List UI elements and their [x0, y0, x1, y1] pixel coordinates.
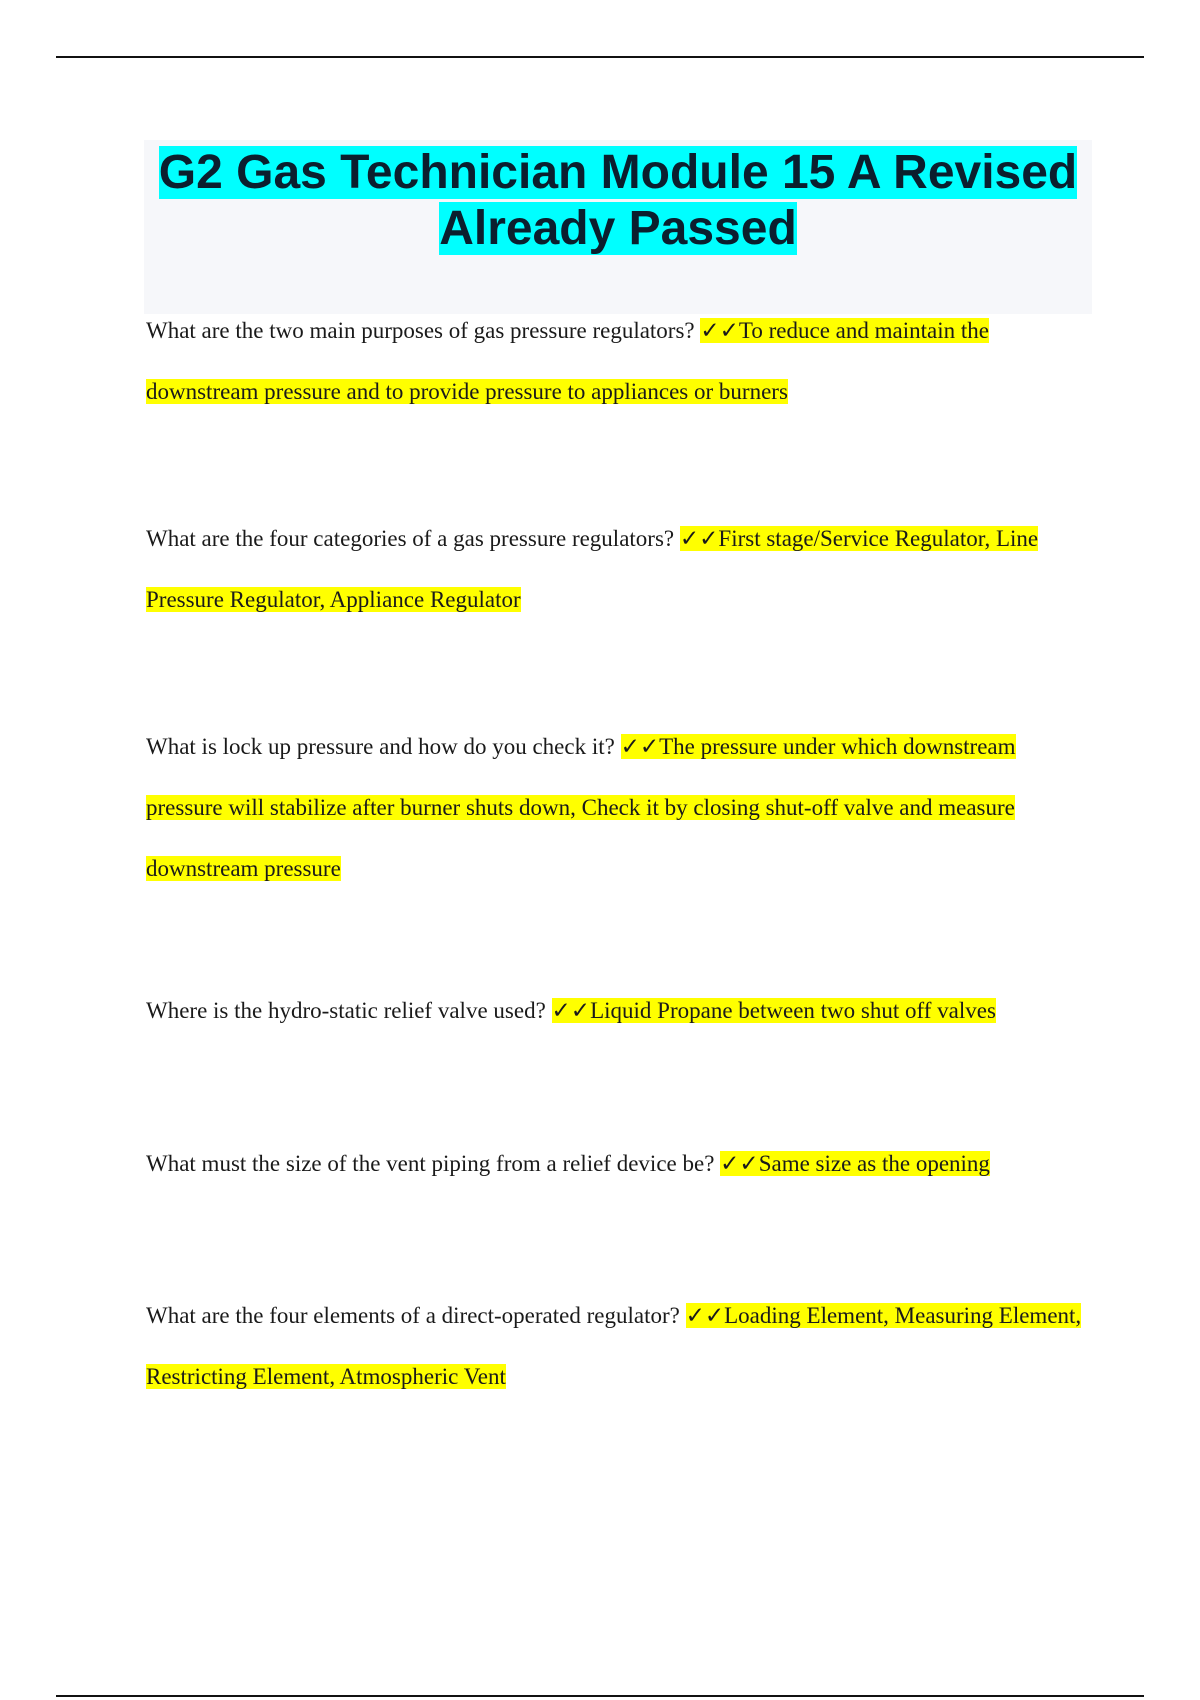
document-title [144, 140, 1092, 257]
question-text: Where is the hydro-static relief valve used? [146, 998, 546, 1023]
footer-rule [56, 1695, 1144, 1697]
qa-item [146, 508, 1092, 630]
answer-text: ✓✓To reduce and maintain the downstream pressure and to provide pressure to appliances or burners [146, 318, 989, 404]
question-text: What is lock up pressure and how do you check it? [146, 734, 615, 759]
answer-text: ✓✓Same size as the opening [720, 1151, 990, 1176]
question-text: What are the four elements of a direct-operated regulator? [146, 1303, 680, 1328]
title-line-2: Already Passed [439, 202, 797, 255]
answer-text: ✓✓Liquid Propane between two shut off valves [551, 998, 996, 1023]
header-rule [56, 56, 1144, 58]
title-panel [144, 140, 1092, 314]
qa-item [146, 716, 1092, 899]
answer-text: ✓✓First stage/Service Regulator, Line Pressure Regulator, Appliance Regulator [146, 526, 1039, 612]
question-text: What are the two main purposes of gas pressure regulators? [146, 318, 695, 343]
title-line-1: G2 Gas Technician Module 15 A Revised [158, 146, 1078, 199]
answer-text: ✓✓Loading Element, Measuring Element, Restricting Element, Atmospheric Vent [146, 1303, 1082, 1389]
qa-item [146, 1285, 1092, 1407]
question-text: What are the four categories of a gas pressure regulators? [146, 526, 675, 551]
qa-item [146, 980, 1092, 1041]
answer-text: ✓✓The pressure under which downstream pressure will stabilize after burner shuts down, Check it by closing shut-off valve and measure downstream pressure [146, 734, 1016, 881]
question-text: What must the size of the vent piping from a relief device be? [146, 1151, 715, 1176]
qa-item [146, 1133, 1092, 1194]
qa-item [146, 300, 1092, 422]
